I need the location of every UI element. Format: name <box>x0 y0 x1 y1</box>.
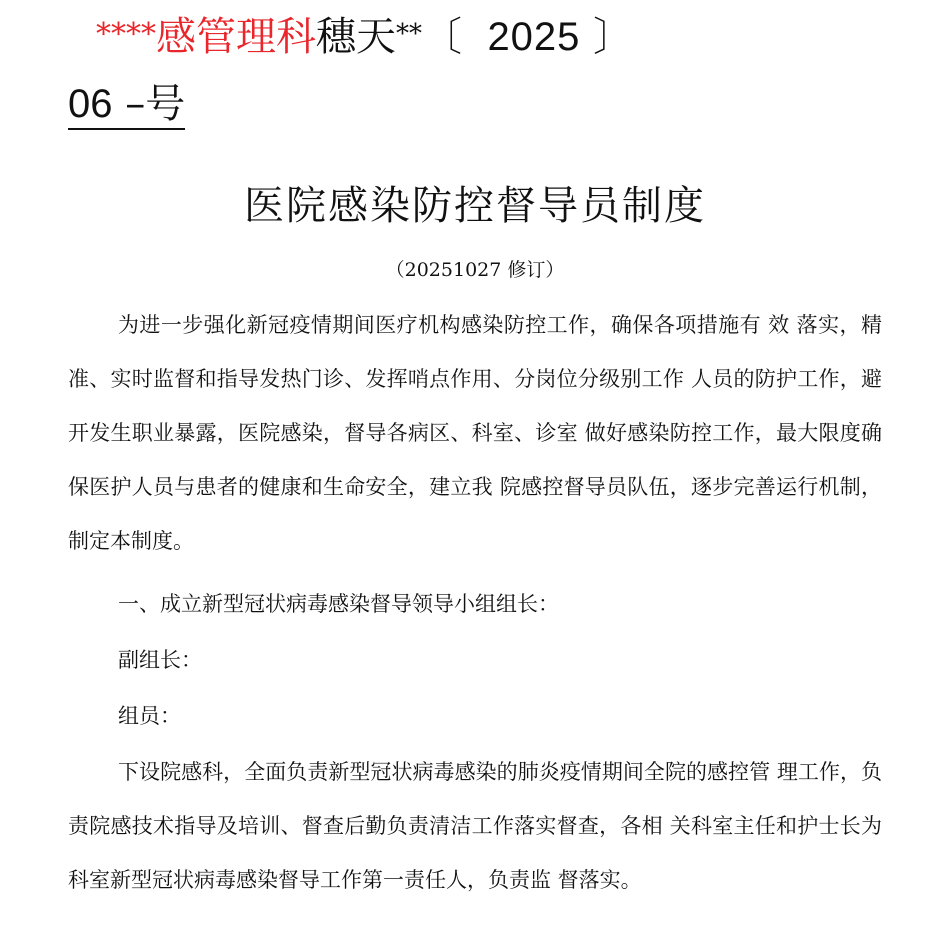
issuing-department: 感管理科 <box>156 14 316 60</box>
section-one-heading: 一、成立新型冠状病毒感染督导领导小组组长： <box>118 592 559 616</box>
close-bracket: 〕 <box>593 14 634 60</box>
number-dash: – <box>125 81 146 127</box>
intro-paragraph: 为进一步强化新冠疫情期间医疗机构感染防控工作，确保各项措施有 效 落实，精准、实时监督和指导发热门诊、发挥哨点作用、分岗位分级别工作 人员的防护工作，避开发生职业暴露，医院感染，督导各病区、科室、诊室 做好感染防控工作，最大限度确保医护人员与患者的健康和生命安全，建立我 院感控督导员队伍，逐步完善运行机制，制定本制度。 <box>68 313 882 553</box>
suffix-stars: ** <box>396 19 422 49</box>
document-number-line <box>96 10 633 61</box>
document-year: 2025 <box>487 15 581 59</box>
document-title: 医院感染防控督导员制度 <box>244 183 706 229</box>
hao-character: 号 <box>145 81 186 127</box>
prefix-stars: **** <box>96 17 156 52</box>
document-number-suffix <box>68 80 185 130</box>
open-bracket: 〔 <box>422 14 462 60</box>
members-line: 组员： <box>118 704 181 728</box>
deputy-leader-line: 副组长： <box>118 648 202 672</box>
issuing-org-suffix: 穗天 <box>316 14 396 60</box>
revision-note: （20251027 修订） <box>385 259 565 281</box>
duties-paragraph: 下设院感科，全面负责新型冠状病毒感染的肺炎疫情期间全院的感控管 理工作，负责院感技术指导及培训、督查后勤负责清洁工作落实督查，各相 关科室主任和护士长为科室新型冠状病毒感染督导工作第一责任人，负责监 督落实。 <box>68 760 882 892</box>
document-serial-number: 06 <box>68 82 113 126</box>
